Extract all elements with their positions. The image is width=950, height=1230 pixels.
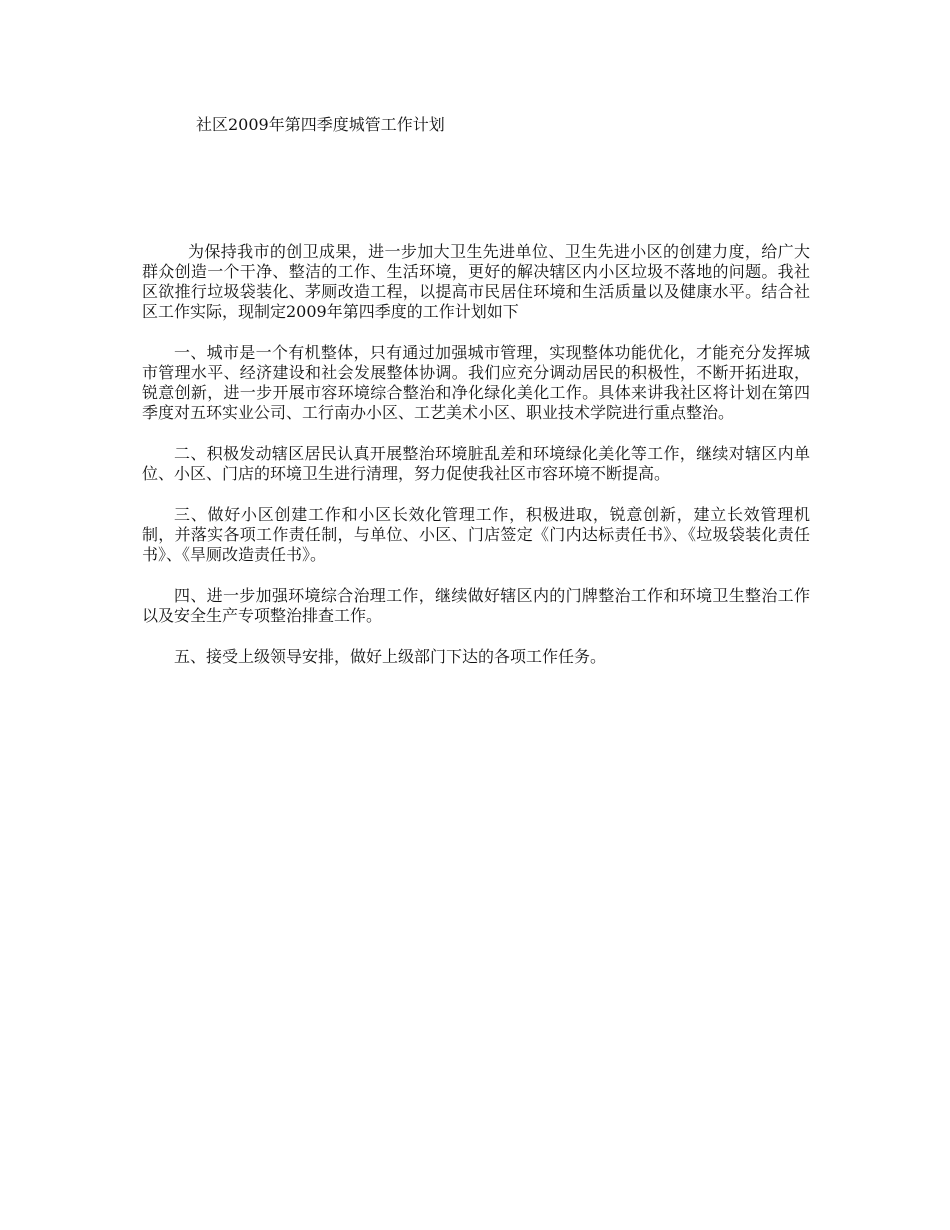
plan-item-2: 二、积极发动辖区居民认真开展整治环境脏乱差和环境绿化美化等工作，继续对辖区内单位、小区、门店的环境卫生进行清理，努力促使我社区市容环境不断提高。	[142, 444, 810, 483]
plan-item-3: 三、做好小区创建工作和小区长效化管理工作，积极进取，锐意创新，建立长效管理机制，并落实各项工作责任制，与单位、小区、门店签定《门内达标责任书》、《垃圾袋装化责任书》、《旱厕改造责任书》。	[142, 505, 810, 564]
intro-paragraph: 为保持我市的创卫成果，进一步加大卫生先进单位、卫生先进小区的创建力度，给广大群众创造一个干净、整洁的工作、生活环境，更好的解决辖区内小区垃圾不落地的问题。我社区欲推行垃圾袋装化、茅厕改造工程，以提高市民居住环境和生活质量以及健康水平。结合社区工作实际，现制定2009年第四季度的工作计划如下	[142, 242, 810, 321]
plan-item-4: 四、进一步加强环境综合治理工作，继续做好辖区内的门牌整治工作和环境卫生整治工作以及安全生产专项整治排查工作。	[142, 586, 810, 625]
plan-item-5: 五、接受上级领导安排，做好上级部门下达的各项工作任务。	[174, 647, 607, 666]
plan-item-1: 一、城市是一个有机整体，只有通过加强城市管理，实现整体功能优化，才能充分发挥城市管理水平、经济建设和社会发展整体协调。我们应充分调动居民的积极性，不断开拓进取，锐意创新，进一步开展市容环境综合整治和净化绿化美化工作。具体来讲我社区将计划在第四季度对五环实业公司、工行南办小区、工艺美术小区、职业技术学院进行重点整治。	[142, 343, 810, 422]
document-body	[142, 242, 810, 667]
document-title: 社区2009年第四季度城管工作计划	[196, 115, 445, 134]
